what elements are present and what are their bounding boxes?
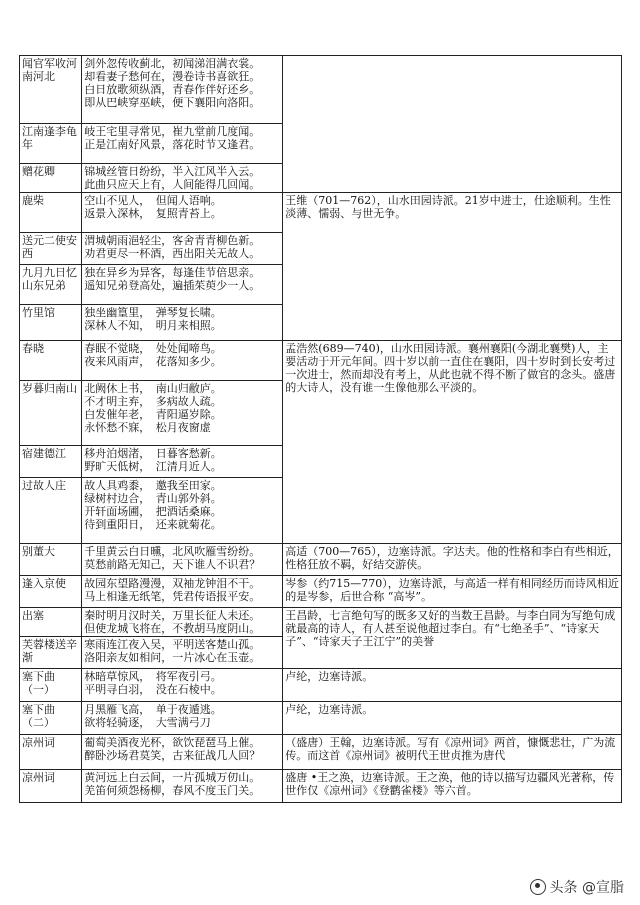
poem-line: 永怀愁不寐， 松月夜窗虚 (84, 421, 211, 434)
poem-title: 塞下曲（一） (20, 669, 82, 702)
poem-line: 锦城丝管日纷纷，半入江风半入云。 (84, 165, 261, 178)
poem-title: 宿建德江 (20, 446, 82, 478)
poem-title: 赠花卿 (20, 164, 82, 193)
poem-text (82, 576, 283, 608)
poem-row (20, 193, 622, 233)
poem-title: 过故人庄 (20, 478, 82, 544)
poet-note: 盛唐 •王之涣，边塞诗派。王之涣，他的诗以描写边疆风光著称，传世作仅《凉州词》《登鹳雀楼》等六首。 (283, 770, 622, 803)
poem-title: 春晓 (20, 341, 82, 381)
poem-title: 凉州词 (20, 735, 82, 770)
poem-line: 剑外忽传收蓟北，初闻涕泪满衣裳。 (84, 57, 261, 70)
poem-line: 夜来风雨声， 花落知多少。 (84, 355, 222, 368)
poem-line: 葡萄美酒夜光杯，欲饮琵琶马上催。 (84, 736, 261, 749)
poem-title: 别董大 (20, 544, 82, 576)
poem-line: 渭城朝雨浥轻尘，客舍青青柳色新。 (84, 234, 261, 247)
poem-line: 春眠不觉晓， 处处闻啼鸟。 (84, 342, 222, 355)
poem-line: 黄河远上白云间，一片孤城万仞山。 (84, 771, 261, 784)
poem-title: 送元二使安西 (20, 233, 82, 265)
poem-text (82, 770, 283, 803)
poem-text (82, 265, 283, 305)
poem-line: 空山不见人， 但闻人语响。 (84, 194, 222, 207)
poem-row (20, 576, 622, 608)
poem-row (20, 341, 622, 381)
poem-line: 岐王宅里寻常见，崔九堂前几度闻。 (84, 125, 261, 138)
poem-line: 却看妻子愁何在，漫卷诗书喜欲狂。 (84, 70, 261, 83)
poem-line: 欲将轻骑逐， 大雪满弓刀 (84, 716, 211, 729)
poem-title: 凉州词 (20, 770, 82, 803)
poem-line: 白日放歌须纵酒，青春作伴好还乡。 (84, 83, 261, 96)
poem-line: 劝君更尽一杯酒，西出阳关无故人。 (84, 247, 261, 260)
poet-note: 卢纶，边塞诗派。 (283, 702, 622, 735)
poem-line: 北阙休上书， 南山归敝庐。 (84, 382, 222, 395)
poem-line: 羌笛何须怨杨柳，春风不度玉门关。 (84, 784, 261, 797)
poem-line: 不才明主弃， 多病故人疏。 (84, 395, 222, 408)
poem-title: 竹里馆 (20, 305, 82, 341)
poem-row (20, 702, 622, 735)
poem-title: 塞下曲（二） (20, 702, 82, 735)
poem-line: 移舟泊烟渚， 日暮客愁新。 (84, 447, 222, 460)
poem-line: 绿树村边合， 青山郭外斜。 (84, 492, 222, 505)
poem-text (82, 381, 283, 446)
watermark-text: 头条 @宣脂 (549, 880, 624, 896)
poem-line: 莫愁前路无知己，天下谁人不识君？ (84, 558, 261, 571)
poem-title: 出塞 (20, 608, 82, 637)
poem-row (20, 735, 622, 770)
poem-line: 醉卧沙场君莫笑，古来征战几人回？ (84, 749, 261, 762)
poem-line: 深林人不知， 明月来相照。 (84, 319, 222, 332)
poem-line: 遥知兄弟登高处，遍插茱萸少一人。 (84, 279, 261, 292)
poem-title: 江南逢李龟年 (20, 124, 82, 164)
poem-title: 逢入京使 (20, 576, 82, 608)
poem-row (20, 56, 622, 124)
poem-title: 芙蓉楼送辛渐 (20, 637, 82, 669)
poet-note (283, 56, 622, 193)
poem-text (82, 735, 283, 770)
poem-text (82, 305, 283, 341)
poem-line: 故人具鸡黍， 邀我至田家。 (84, 479, 222, 492)
poet-note: 王昌龄，七言绝句写的既多又好的当数王昌龄。与李白同为写绝句成就最高的诗人，有人甚至说他超过李白。有“七绝圣手”、“诗家天子”、“诗家天子王江宁”的美誉 (283, 608, 622, 669)
poem-line: 返景入深林， 复照青苔上。 (84, 207, 222, 220)
poem-line: 马上相逢无纸笔，凭君传语报平安。 (84, 590, 261, 603)
poem-line: 林暗草惊风， 将军夜引弓。 (84, 670, 222, 683)
poet-note: 卢纶，边塞诗派。 (283, 669, 622, 702)
watermark (530, 877, 624, 897)
poet-note: 高适（700—765），边塞诗派。字达夫。他的性格和李白有些相近，性格狂放不羁，好结交游侠。 (283, 544, 622, 576)
camera-icon (530, 879, 546, 895)
poem-row (20, 669, 622, 702)
poem-line: 洛阳亲友如相问，一片冰心在玉壶。 (84, 651, 261, 664)
poem-line: 千里黄云白日曛，北风吹雁雪纷纷。 (84, 545, 261, 558)
poem-table (19, 55, 622, 803)
poem-line: 待到重阳日， 还来就菊花。 (84, 518, 222, 531)
poem-line: 此曲只应天上有，人间能得几回闻。 (84, 178, 261, 191)
poem-line: 但使龙城飞将在，不教胡马度阴山。 (84, 622, 261, 635)
poem-line: 即从巴峡穿巫峡，便下襄阳向洛阳。 (84, 96, 261, 109)
poem-text (82, 341, 283, 381)
poet-note: 王维（701—762），山水田园诗派。21岁中进士，仕途顺利。生性淡薄、懦弱、与世无争。 (283, 193, 622, 341)
poem-text (82, 164, 283, 193)
poem-line: 月黑雁飞高， 单于夜遁逃。 (84, 703, 222, 716)
poem-line: 平明寻白羽， 没在石棱中。 (84, 683, 222, 696)
poet-note: （盛唐）王翰，边塞诗派。写有《凉州词》两首，慷慨悲壮，广为流传。而这首《凉州词》被明代王世贞推为唐代 (283, 735, 622, 770)
poem-title: 九月九日忆山东兄弟 (20, 265, 82, 305)
poem-line: 开轩面场圃， 把酒话桑麻。 (84, 505, 222, 518)
poem-line: 秦时明月汉时关，万里长征人未还。 (84, 609, 261, 622)
poem-text (82, 669, 283, 702)
poem-row (20, 544, 622, 576)
poet-note: 孟浩然(689—740)，山水田园诗派。襄州襄阳(今湖北襄樊)人，主要活动于开元年间。四十岁以前一直住在襄阳，四十岁时到长安考过一次进士，然而却没有考上，从此也就不得不断了做官的念头。盛唐的大诗人，没有谁一生像他那么平淡的。 (283, 341, 622, 544)
poem-line: 白发催年老， 青阳逼岁除。 (84, 408, 222, 421)
poem-text (82, 56, 283, 124)
poem-line: 故园东望路漫漫，双袖龙钟泪不干。 (84, 577, 261, 590)
poem-title: 鹿柴 (20, 193, 82, 233)
poem-line: 正是江南好风景，落花时节又逢君。 (84, 138, 261, 151)
poem-text (82, 124, 283, 164)
poem-title: 岁暮归南山 (20, 381, 82, 446)
poem-text (82, 544, 283, 576)
poem-line: 野旷天低树， 江清月近人。 (84, 460, 222, 473)
poem-line: 寒雨连江夜入吴，平明送客楚山孤。 (84, 638, 261, 651)
poem-row (20, 608, 622, 637)
poem-line: 独在异乡为异客，每逢佳节倍思亲。 (84, 266, 261, 279)
poem-text (82, 637, 283, 669)
poem-row (20, 770, 622, 803)
poem-text (82, 702, 283, 735)
poem-text (82, 608, 283, 637)
poem-text (82, 233, 283, 265)
poem-text (82, 193, 283, 233)
poet-note: 岑参（约715—770），边塞诗派，与高适一样有相同经历而诗风相近的是岑参，后世合称 “高岑”。 (283, 576, 622, 608)
poem-title: 闻官军收河南河北 (20, 56, 82, 124)
poem-text (82, 478, 283, 544)
poem-text (82, 446, 283, 478)
poem-line: 独坐幽篁里， 弹琴复长啸。 (84, 306, 222, 319)
